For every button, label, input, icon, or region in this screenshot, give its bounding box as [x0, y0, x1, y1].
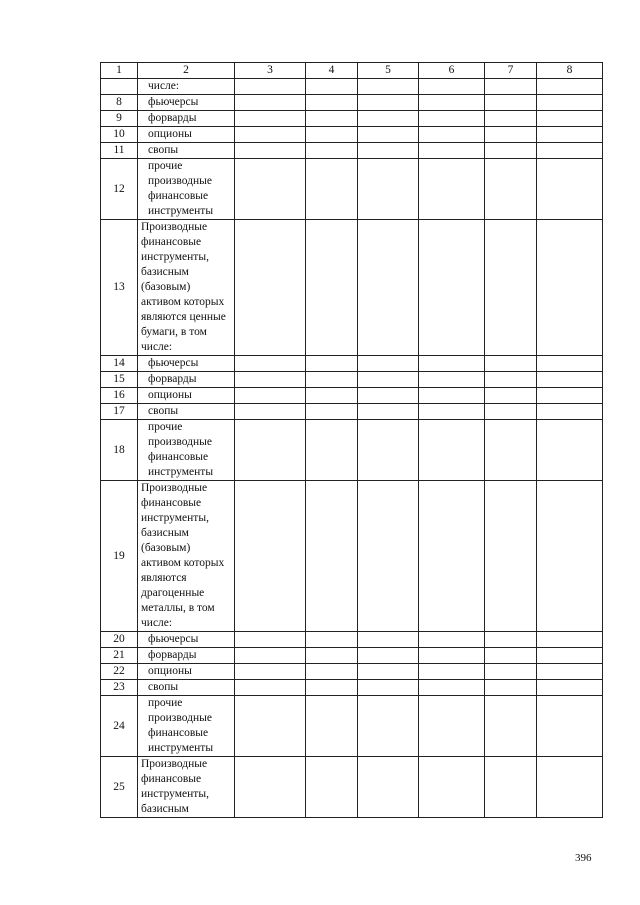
value-cell-col-4 [306, 481, 358, 632]
value-cell-col-4 [306, 95, 358, 111]
column-header: 1 [101, 63, 138, 79]
table-row [101, 481, 603, 632]
value-cell-col-4 [306, 404, 358, 420]
row-number: 12 [101, 159, 138, 220]
row-number: 22 [101, 664, 138, 680]
row-number: 8 [101, 95, 138, 111]
value-cell-col-3 [235, 220, 306, 356]
value-cell-col-5 [358, 757, 419, 818]
value-cell-col-5 [358, 648, 419, 664]
value-cell-col-3 [235, 95, 306, 111]
value-cell-col-3 [235, 372, 306, 388]
form-table [100, 62, 603, 818]
row-name: опционы [138, 388, 235, 404]
value-cell-col-3 [235, 404, 306, 420]
value-cell-col-7 [485, 372, 537, 388]
page-number: 396 [575, 852, 592, 864]
value-cell-col-6 [419, 481, 485, 632]
row-name: числе: [138, 79, 235, 95]
row-name: Производные финансовые инструменты, базисным [138, 757, 235, 818]
table-row [101, 111, 603, 127]
value-cell-col-6 [419, 696, 485, 757]
value-cell-col-6 [419, 632, 485, 648]
value-cell-col-6 [419, 388, 485, 404]
value-cell-col-8 [537, 420, 603, 481]
value-cell-col-6 [419, 79, 485, 95]
value-cell-col-4 [306, 648, 358, 664]
table-row [101, 79, 603, 95]
table-row [101, 696, 603, 757]
value-cell-col-7 [485, 420, 537, 481]
table-row [101, 220, 603, 356]
row-name: фьючерсы [138, 632, 235, 648]
table-row [101, 632, 603, 648]
row-number: 19 [101, 481, 138, 632]
value-cell-col-3 [235, 143, 306, 159]
table-row [101, 664, 603, 680]
value-cell-col-7 [485, 388, 537, 404]
value-cell-col-8 [537, 372, 603, 388]
row-number: 15 [101, 372, 138, 388]
row-number: 9 [101, 111, 138, 127]
table-row [101, 356, 603, 372]
row-name: прочие производные финансовые инструменты [138, 696, 235, 757]
value-cell-col-4 [306, 127, 358, 143]
value-cell-col-4 [306, 696, 358, 757]
value-cell-col-3 [235, 420, 306, 481]
value-cell-col-8 [537, 648, 603, 664]
value-cell-col-8 [537, 632, 603, 648]
table-row [101, 127, 603, 143]
value-cell-col-3 [235, 356, 306, 372]
value-cell-col-3 [235, 111, 306, 127]
row-name: форварды [138, 372, 235, 388]
value-cell-col-7 [485, 111, 537, 127]
table-row [101, 420, 603, 481]
value-cell-col-7 [485, 159, 537, 220]
table-row [101, 143, 603, 159]
value-cell-col-5 [358, 388, 419, 404]
value-cell-col-8 [537, 95, 603, 111]
header-row [101, 63, 603, 79]
value-cell-col-4 [306, 159, 358, 220]
value-cell-col-5 [358, 664, 419, 680]
row-number: 20 [101, 632, 138, 648]
value-cell-col-6 [419, 220, 485, 356]
table-row [101, 680, 603, 696]
value-cell-col-5 [358, 95, 419, 111]
column-header: 8 [537, 63, 603, 79]
row-number [101, 79, 138, 95]
value-cell-col-5 [358, 127, 419, 143]
row-name: прочие производные финансовые инструменты [138, 159, 235, 220]
row-name: Производные финансовые инструменты, базисным (базовым) активом которых являются драгоценные металлы, в том числе: [138, 481, 235, 632]
table-row [101, 95, 603, 111]
value-cell-col-7 [485, 680, 537, 696]
value-cell-col-4 [306, 757, 358, 818]
value-cell-col-5 [358, 481, 419, 632]
row-name: фьючерсы [138, 95, 235, 111]
value-cell-col-5 [358, 696, 419, 757]
value-cell-col-6 [419, 420, 485, 481]
value-cell-col-8 [537, 143, 603, 159]
value-cell-col-6 [419, 143, 485, 159]
row-number: 24 [101, 696, 138, 757]
row-number: 25 [101, 757, 138, 818]
value-cell-col-7 [485, 220, 537, 356]
row-name: свопы [138, 680, 235, 696]
value-cell-col-7 [485, 481, 537, 632]
value-cell-col-4 [306, 388, 358, 404]
value-cell-col-8 [537, 356, 603, 372]
table-row [101, 757, 603, 818]
value-cell-col-3 [235, 664, 306, 680]
value-cell-col-5 [358, 372, 419, 388]
column-header: 3 [235, 63, 306, 79]
row-name: свопы [138, 143, 235, 159]
value-cell-col-3 [235, 388, 306, 404]
value-cell-col-4 [306, 356, 358, 372]
row-number: 16 [101, 388, 138, 404]
value-cell-col-6 [419, 648, 485, 664]
value-cell-col-6 [419, 95, 485, 111]
value-cell-col-8 [537, 404, 603, 420]
row-number: 10 [101, 127, 138, 143]
value-cell-col-4 [306, 664, 358, 680]
table-row [101, 404, 603, 420]
value-cell-col-5 [358, 420, 419, 481]
value-cell-col-8 [537, 481, 603, 632]
row-name: опционы [138, 664, 235, 680]
row-name: Производные финансовые инструменты, базисным (базовым) активом которых являются ценные бумаги, в том числе: [138, 220, 235, 356]
value-cell-col-5 [358, 632, 419, 648]
value-cell-col-6 [419, 356, 485, 372]
value-cell-col-3 [235, 696, 306, 757]
value-cell-col-3 [235, 632, 306, 648]
value-cell-col-3 [235, 159, 306, 220]
value-cell-col-8 [537, 159, 603, 220]
value-cell-col-4 [306, 143, 358, 159]
value-cell-col-5 [358, 680, 419, 696]
column-header: 6 [419, 63, 485, 79]
table-row [101, 159, 603, 220]
value-cell-col-8 [537, 111, 603, 127]
value-cell-col-8 [537, 696, 603, 757]
value-cell-col-7 [485, 632, 537, 648]
column-header: 5 [358, 63, 419, 79]
value-cell-col-3 [235, 648, 306, 664]
value-cell-col-8 [537, 127, 603, 143]
row-number: 18 [101, 420, 138, 481]
value-cell-col-6 [419, 159, 485, 220]
row-number: 11 [101, 143, 138, 159]
row-number: 21 [101, 648, 138, 664]
table-row [101, 648, 603, 664]
value-cell-col-7 [485, 404, 537, 420]
column-header: 2 [138, 63, 235, 79]
value-cell-col-5 [358, 143, 419, 159]
value-cell-col-8 [537, 220, 603, 356]
value-cell-col-4 [306, 79, 358, 95]
value-cell-col-8 [537, 680, 603, 696]
row-name: форварды [138, 648, 235, 664]
value-cell-col-3 [235, 680, 306, 696]
row-name: опционы [138, 127, 235, 143]
value-cell-col-7 [485, 79, 537, 95]
table-row [101, 372, 603, 388]
row-name: свопы [138, 404, 235, 420]
value-cell-col-7 [485, 356, 537, 372]
value-cell-col-6 [419, 372, 485, 388]
value-cell-col-7 [485, 143, 537, 159]
value-cell-col-3 [235, 481, 306, 632]
value-cell-col-5 [358, 79, 419, 95]
row-name: форварды [138, 111, 235, 127]
table-row [101, 388, 603, 404]
value-cell-col-7 [485, 127, 537, 143]
value-cell-col-6 [419, 111, 485, 127]
row-name: прочие производные финансовые инструменты [138, 420, 235, 481]
column-header: 7 [485, 63, 537, 79]
value-cell-col-8 [537, 79, 603, 95]
value-cell-col-8 [537, 388, 603, 404]
value-cell-col-7 [485, 95, 537, 111]
value-cell-col-4 [306, 680, 358, 696]
value-cell-col-4 [306, 420, 358, 481]
value-cell-col-5 [358, 220, 419, 356]
value-cell-col-6 [419, 680, 485, 696]
value-cell-col-6 [419, 757, 485, 818]
value-cell-col-5 [358, 404, 419, 420]
value-cell-col-4 [306, 632, 358, 648]
value-cell-col-6 [419, 664, 485, 680]
row-number: 17 [101, 404, 138, 420]
value-cell-col-8 [537, 757, 603, 818]
value-cell-col-4 [306, 111, 358, 127]
value-cell-col-3 [235, 79, 306, 95]
value-cell-col-5 [358, 111, 419, 127]
row-number: 13 [101, 220, 138, 356]
value-cell-col-7 [485, 757, 537, 818]
row-name: фьючерсы [138, 356, 235, 372]
value-cell-col-8 [537, 664, 603, 680]
value-cell-col-7 [485, 664, 537, 680]
row-number: 14 [101, 356, 138, 372]
value-cell-col-3 [235, 127, 306, 143]
value-cell-col-7 [485, 696, 537, 757]
value-cell-col-3 [235, 757, 306, 818]
value-cell-col-4 [306, 220, 358, 356]
value-cell-col-6 [419, 127, 485, 143]
value-cell-col-5 [358, 356, 419, 372]
value-cell-col-5 [358, 159, 419, 220]
value-cell-col-4 [306, 372, 358, 388]
value-cell-col-7 [485, 648, 537, 664]
value-cell-col-6 [419, 404, 485, 420]
column-header: 4 [306, 63, 358, 79]
row-number: 23 [101, 680, 138, 696]
